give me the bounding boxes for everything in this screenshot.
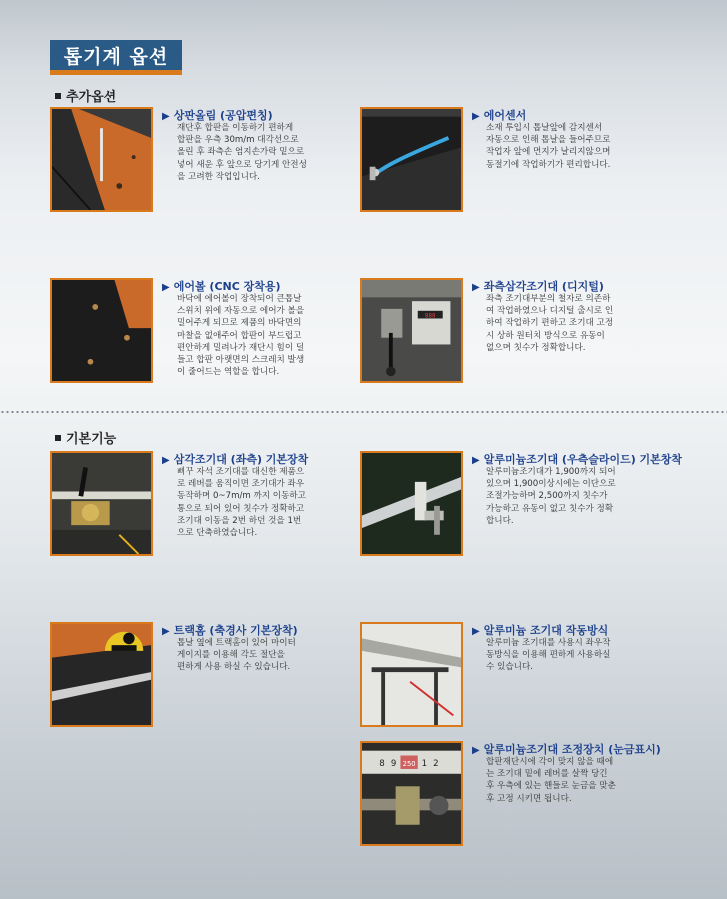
item-title-air-ball: ▶ 에어볼 (CNC 장착용) (162, 280, 281, 293)
section-basic-functions (55, 428, 116, 447)
item-title-track-groove: ▶ 트랙홈 (축경사 기본장착) (162, 624, 298, 637)
photo-panel-lift (50, 107, 153, 212)
scale-number-250: 250 (402, 760, 416, 769)
svg-text:888: 888 (425, 313, 436, 320)
triangle-bullet-icon: ▶ (472, 111, 480, 122)
photo-air-ball (50, 278, 153, 383)
item-desc-panel-lift: 재단후 합판을 이동하기 편하게 합판을 우측 30m/m 대각선으로 올린 후 좌측손 엄지손가락 밑으로 넣어 새운 후 앞으로 당기게 안전성 을 고려한 작업입니다. (177, 123, 307, 182)
item-desc-aluminum-adjuster: 합판재단시에 각이 맞지 않을 때에 는 조기대 밑에 레버를 살짝 당긴 후 우측에 있는 핸들로 눈금을 맞춘 후 고정 시키면 됩니다. (486, 757, 616, 804)
dotted-divider (0, 411, 727, 413)
item-title-air-sensor: ▶ 에어센서 (472, 109, 527, 122)
triangle-bullet-icon: ▶ (162, 282, 170, 293)
item-desc-air-sensor: 소재 투입시 톱날앞에 감지센서 자동으로 인해 톱날을 들어주므로 작업자 앞에 먼지가 날리지않으며 동절기에 작업하기가 편리합니다. (486, 123, 611, 170)
scale-number-2: 2 (433, 759, 439, 770)
triangle-bullet-icon: ▶ (472, 745, 480, 756)
triangle-bullet-icon: ▶ (162, 111, 170, 122)
photo-aluminum-operation (360, 622, 463, 727)
item-desc-left-fence: 삐꾸 자석 조기대를 대신한 제품으 로 레버를 움직이면 조기대가 좌우 동작하며 0~7m/m 까지 이동하고 통으로 되어 있어 칫수가 정확하고 조기대 이동을 2번 하던 것을 1번 으로 단축하였습니다. (177, 467, 306, 539)
triangle-bullet-icon: ▶ (162, 626, 170, 637)
scale-number-8: 8 (379, 759, 385, 770)
item-title-aluminum-fence: ▶ 알루미늄조기대 (우측슬라이드) 기본창착 (472, 453, 683, 466)
photo-left-fence (50, 451, 153, 556)
title-underline (50, 70, 182, 75)
photo-track-groove (50, 622, 153, 727)
item-title-panel-lift: ▶ 상판올림 (공압편칭) (162, 109, 273, 122)
item-desc-air-ball: 바닥에 에어볼이 장착되어 큰톱날 스위치 위에 자동으로 에어가 볼을 밀어주게 되므로 제품의 바닥면의 마찰을 없애주어 합판이 부드럽고 편안하게 밀려나가 재단시 힘이 덜 들고 합판 아랫면의 스크레치 발생 이 줄어드는 역할을 합니다. (177, 294, 305, 378)
item-desc-aluminum-operation: 알루미늄 조기대를 사용시 좌우작 동방식을 이용해 편하게 사용하실 수 있습니다. (486, 638, 611, 673)
scale-number-1: 1 (421, 759, 428, 770)
item-desc-track-groove: 톱날 옆에 트랙홈이 있어 마이터 게이지를 이용해 각도 절단을 편하게 사용 하실 수 있습니다. (177, 638, 296, 673)
square-bullet-icon (55, 93, 61, 99)
photo-air-sensor (360, 107, 463, 212)
triangle-bullet-icon: ▶ (472, 282, 480, 293)
scale-number-9: 9 (390, 759, 397, 770)
item-title-left-fence: ▶ 삼각조기대 (좌측) 기본장착 (162, 453, 309, 466)
item-title-digital-fence: ▶ 좌측삼각조기대 (디지털) (472, 280, 604, 293)
photo-digital-fence (360, 278, 463, 383)
item-desc-aluminum-fence: 알루미늄조기대가 1,900까지 되어 있으며 1,900이상시에는 이단으로 조절가능하며 2,500까지 칫수가 가능하고 유동이 없고 칫수가 정확 합니다. (486, 467, 616, 526)
photo-aluminum-adjuster (360, 741, 463, 846)
item-title-aluminum-operation: ▶ 알루미늄 조기대 작동방식 (472, 624, 609, 637)
page-title: 톱기계 옵션 (50, 40, 182, 70)
item-desc-digital-fence: 좌측 조기대부분의 철자로 의존하 여 작업하였으나 디지털 출시로 인 하여 작업하기 편하고 조기대 고정 시 상하 원터치 방식으로 유동이 없으며 칫수가 정확합니다. (486, 294, 614, 353)
section-basic-label: 기본기능 (66, 432, 117, 447)
square-bullet-icon (55, 435, 61, 441)
triangle-bullet-icon: ▶ (162, 455, 170, 466)
section-extra-label: 추가옵션 (66, 90, 117, 105)
section-extra-options (55, 86, 116, 105)
triangle-bullet-icon: ▶ (472, 626, 480, 637)
item-title-aluminum-adjuster: ▶ 알루미늄조기대 조정장치 (눈금표시) (472, 743, 661, 756)
triangle-bullet-icon: ▶ (472, 455, 480, 466)
photo-aluminum-fence (360, 451, 463, 556)
